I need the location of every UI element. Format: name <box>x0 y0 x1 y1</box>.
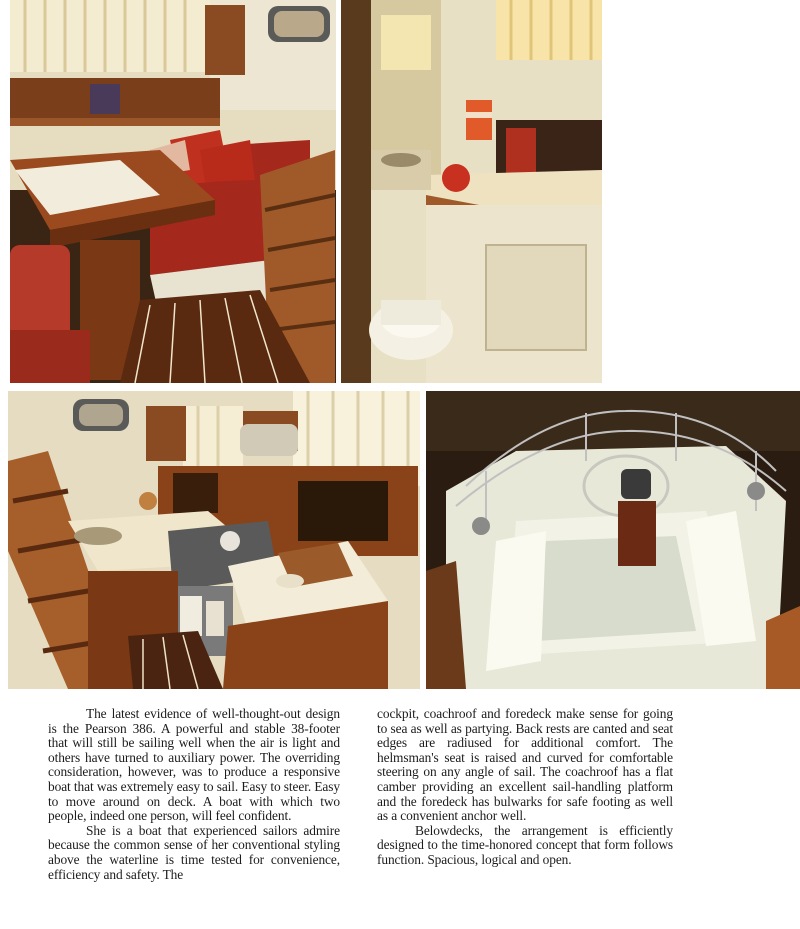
head-compartment-photo <box>341 0 602 383</box>
galley-photo <box>8 391 420 689</box>
paragraph-cockpit-coachroof: cockpit, coachroof and foredeck make sense for going to sea as well as partying. Back rests are canted and seat edges are radiused for additional comfort. The helmsman's seat is raised and curved for comfortable steering on any angle of sail. The coachroof has a flat camber providing an excellent sail-handling platform and the foredeck has bulwarks for safe footing as well as a convenient anchor well. <box>377 706 673 824</box>
cockpit-photo <box>426 391 800 689</box>
body-text-left-column <box>48 707 340 882</box>
forward-cabin-photo <box>10 0 336 383</box>
body-text-right-column <box>377 707 673 868</box>
paragraph-experienced-sailors: She is a boat that experienced sailors admire because the common sense of her conventional styling above the waterline is time tested for convenience, efficiency and safety. The <box>48 822 340 882</box>
paragraph-belowdecks: Belowdecks, the arrangement is efficiently designed to the time-honored concept that form follows function. Spacious, logical and open. <box>377 822 673 867</box>
paragraph-design-intro: The latest evidence of well-thought-out design is the Pearson 386. A powerful and stable 38-footer that will still be sailing well when the air is light and others have turned to auxiliary power. The overriding consideration, however, was to produce a responsive boat that was extremely easy to sail. Easy to steer. Easy to move around on deck. A boat with which two people, indeed one person, will feel confident. <box>48 706 340 824</box>
